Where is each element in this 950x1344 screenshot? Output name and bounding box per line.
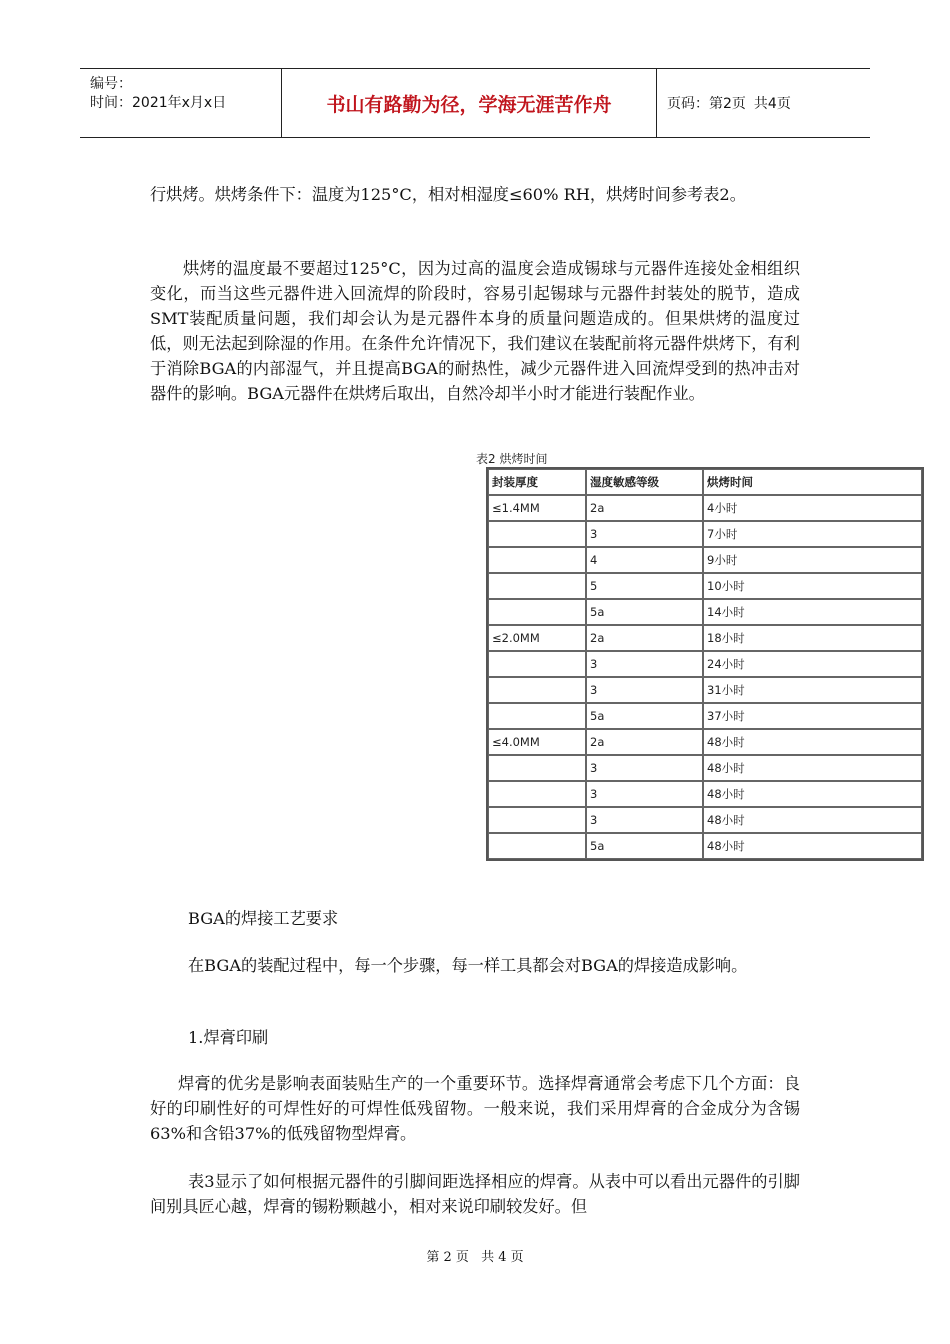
cell-time: 18小时 [703,625,922,651]
cell-time: 10小时 [703,573,922,599]
cell-time: 48小时 [703,755,922,781]
cell-thickness: ≤1.4MM [488,495,586,521]
cell-level: 5a [586,703,703,729]
table-row [488,521,922,547]
cell-thickness [488,521,586,547]
cell-thickness [488,573,586,599]
page-footer [0,1246,950,1265]
cell-time: 48小时 [703,729,922,755]
cell-level: 4 [586,547,703,573]
cell-thickness [488,781,586,807]
header-motto: 书山有路勤为径，学海无涯苦作舟 [282,69,657,137]
cell-level: 2a [586,625,703,651]
paragraph-solder-paste-quality: 焊膏的优劣是影响表面装贴生产的一个重要环节。选择焊膏通常会考虑下几个方面：良好的印刷性好的可焊性好的可焊性低残留物。一般来说，我们采用焊膏的合金成分为含锡63%和含铅37%的低残留物型焊膏。 [150,1074,800,1143]
cell-time: 37小时 [703,703,922,729]
cell-thickness [488,651,586,677]
cell-thickness: ≤2.0MM [488,625,586,651]
cell-time: 7小时 [703,521,922,547]
cell-level: 2a [586,729,703,755]
footer-total: 共 4 页 [481,1250,524,1265]
cell-level: 3 [586,755,703,781]
table-row [488,729,922,755]
header-moisture-level: 湿度敏感等级 [586,469,703,495]
cell-level: 5 [586,573,703,599]
cell-level: 3 [586,651,703,677]
header-package-thickness: 封装厚度 [488,469,586,495]
table-row [488,703,922,729]
table-caption: 表2 烘烤时间 [476,452,548,466]
document-header [80,68,870,138]
cell-level: 3 [586,807,703,833]
cell-thickness [488,677,586,703]
cell-level: 5a [586,599,703,625]
cell-time: 14小时 [703,599,922,625]
header-meta [80,69,282,137]
section-heading-bga-welding: BGA的焊接工艺要求 [188,909,339,928]
table-row [488,625,922,651]
paragraph-bake-conditions: 行烘烤。烘烤条件下：温度为125°C，相对相湿度≤60% RH，烘烤时间参考表2。 [150,185,746,204]
cell-level: 3 [586,521,703,547]
table-row [488,781,922,807]
cell-time: 48小时 [703,833,922,859]
table-row [488,833,922,859]
table-row [488,573,922,599]
table-row [488,807,922,833]
page-label: 页码：第2页 [667,96,746,112]
paragraph-bake-temperature: 烘烤的温度最不要超过125°C，因为过高的温度会造成锡球与元器件连接处金相组织变化，而当这些元器件进入回流焊的阶段时，容易引起锡球与元器件封装处的脱节，造成SMT装配质量问题，我们却会认为是元器件本身的质量问题造成的。但果烘烤的温度过低，则无法起到除湿的作用。在条件允许情况下，我们建议在装配前将元器件烘烤下，有利于消除BGA的内部湿气，并且提高BGA的耐热性，减少元器件进入回流焊受到的热冲击对器件的影响。BGA元器件在烘烤后取出，自然冷却半小时才能进行装配作业。 [150,259,800,403]
cell-thickness [488,755,586,781]
cell-thickness [488,833,586,859]
cell-time: 48小时 [703,781,922,807]
table-row [488,677,922,703]
cell-time: 9小时 [703,547,922,573]
bake-time-table [486,467,924,861]
cell-level: 2a [586,495,703,521]
header-bake-time: 烘烤时间 [703,469,922,495]
cell-time: 31小时 [703,677,922,703]
cell-time: 4小时 [703,495,922,521]
table-row [488,547,922,573]
cell-level: 3 [586,781,703,807]
cell-time: 24小时 [703,651,922,677]
cell-thickness [488,599,586,625]
cell-thickness [488,547,586,573]
table-row [488,651,922,677]
table-header-row [488,469,922,495]
cell-level: 5a [586,833,703,859]
cell-thickness [488,703,586,729]
total-label: 共4页 [753,96,791,112]
cell-thickness: ≤4.0MM [488,729,586,755]
table-row [488,495,922,521]
paragraph-table3-intro: 表3显示了如何根据元器件的引脚间距选择相应的焊膏。从表中可以看出元器件的引脚间别具匠心越，焊膏的锡粉颗越小，相对来说印刷较发好。但 [150,1172,800,1216]
table-row [488,599,922,625]
cell-level: 3 [586,677,703,703]
time-label: 时间：2021年x月x日 [90,95,227,111]
number-label: 编号： [90,76,132,92]
table-row [488,755,922,781]
footer-page: 第 2 页 [426,1250,469,1265]
paragraph-bga-assembly: 在BGA的装配过程中，每一个步骤，每一样工具都会对BGA的焊接造成影响。 [188,956,748,975]
cell-thickness [488,807,586,833]
section-heading-solder-paste: 1.焊膏印刷 [188,1028,269,1047]
header-page-info [657,69,870,137]
cell-time: 48小时 [703,807,922,833]
